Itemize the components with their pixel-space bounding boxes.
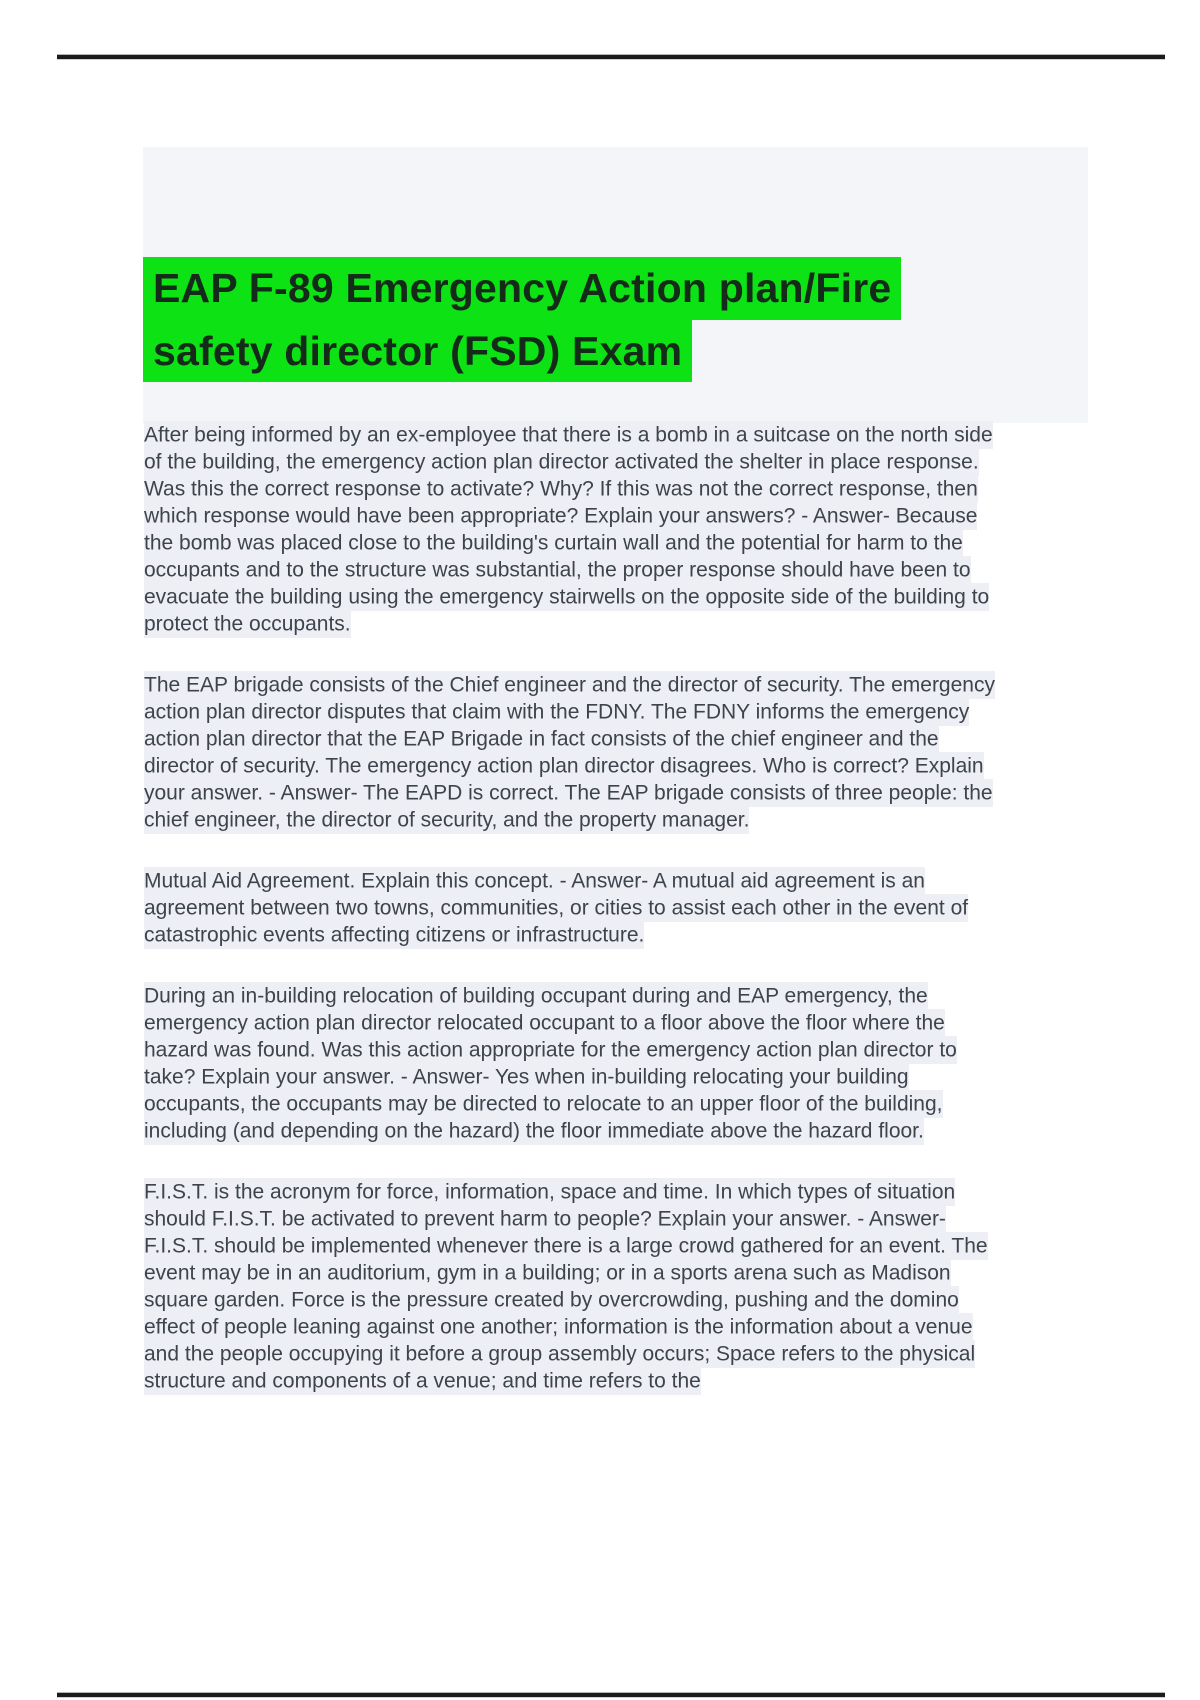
title-highlight-line1: EAP F-89 Emergency Action plan/Fire [143,257,901,320]
top-horizontal-rule [57,54,1165,60]
title-highlight-line2: safety director (FSD) Exam [143,320,692,383]
highlighted-text: The EAP brigade consists of the Chief engineer and the director of security. The emergency action plan director disputes that claim with the FDNY. The FDNY informs the emergency action plan director that the EAP Brigade in fact consists of the chief engineer and the director of security. The emergency action plan director disagrees. Who is correct? Explain your answer. - Answer- The EAPD is correct. The EAP brigade consists of three people: the chief engineer, the director of security, and the property manager. [144,671,995,834]
highlighted-text: F.I.S.T. is the acronym for force, information, space and time. In which types of situation should F.I.S.T. be activated to prevent harm to people? Explain your answer. - Answer- F.I.S.T. should be implemented whenever there is a large crowd gathered for an event. The event may be in an auditorium, gym in a building; or in a sports arena such as Madison square garden. Force is the pressure created by overcrowding, pushing and the domino effect of people leaning against one another; information is the information about a venue and the people occupying it before a group assembly occurs; Space refers to the physical structure and components of a venue; and time refers to the [144,1178,988,1395]
document-body [144,421,999,1428]
bottom-horizontal-rule [57,1692,1165,1698]
highlighted-text: During an in-building relocation of building occupant during and EAP emergency, the emergency action plan director relocated occupant to a floor above the floor where the hazard was found. Was this action appropriate for the emergency action plan director to take? Explain your answer. - Answer- Yes when in-building relocating your building occupants, the occupants may be directed to relocate to an upper floor of the building, including (and depending on the hazard) the floor immediate above the hazard floor. [144,982,957,1145]
paragraph-qa-4 [144,982,999,1144]
paragraph-qa-5 [144,1178,999,1394]
paragraph-qa-1 [144,421,999,637]
highlighted-text: After being informed by an ex-employee that there is a bomb in a suitcase on the north side of the building, the emergency action plan director activated the shelter in place response. Was this the correct response to activate? Why? If this was not the correct response, then which response would have been appropriate? Explain your answers? - Answer- Because the bomb was placed close to the building's curtain wall and the potential for harm to the occupants and to the structure was substantial, the proper response should have been to evacuate the building using the emergency stairwells on the opposite side of the building to protect the occupants. [144,421,993,638]
highlighted-text: Mutual Aid Agreement. Explain this concept. - Answer- A mutual aid agreement is an agreement between two towns, communities, or cities to assist each other in the event of catastrophic events affecting citizens or infrastructure. [144,867,968,949]
paragraph-qa-3 [144,867,999,948]
page-title [143,257,901,382]
paragraph-qa-2 [144,671,999,833]
